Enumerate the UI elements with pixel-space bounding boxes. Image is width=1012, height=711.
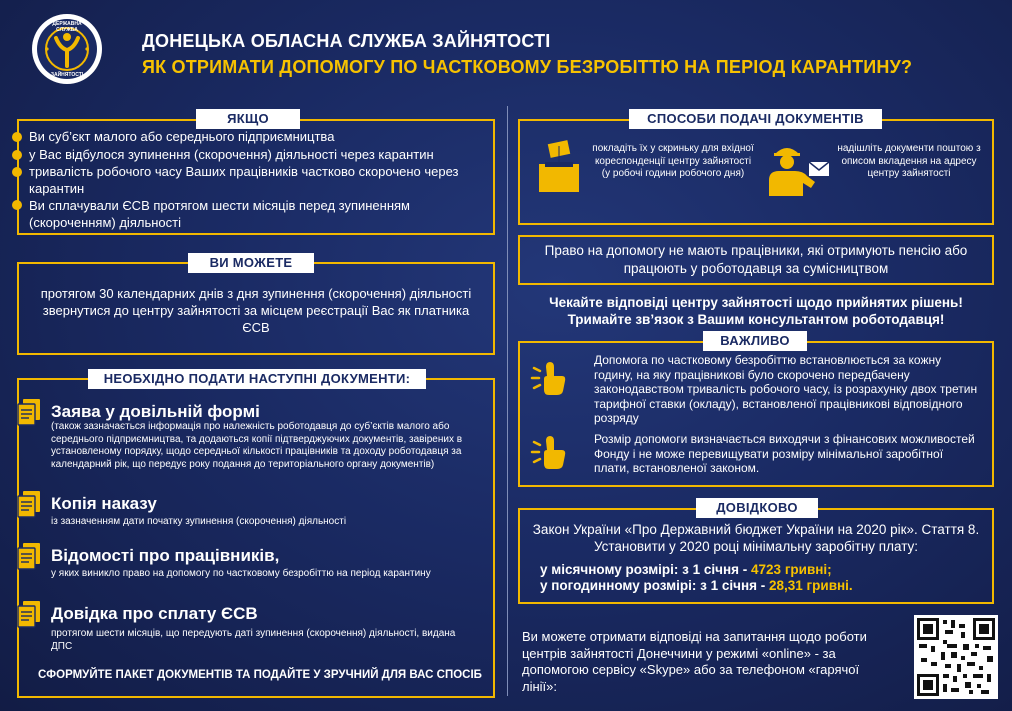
if-section-label: ЯКЩО bbox=[196, 109, 300, 129]
doc-title: Відомості про працівників, bbox=[51, 546, 280, 565]
documents-icon bbox=[16, 600, 42, 628]
org-name: ДОНЕЦЬКА ОБЛАСНА СЛУЖБА ЗАЙНЯТОСТІ bbox=[142, 31, 551, 51]
doc-title: Довідка про сплату ЄСВ bbox=[51, 604, 258, 623]
contact-text: Ви можете отримати відповіді на запитання щодо роботи центрів зайнятості Донеччини у режимі «online» - за допомогою сервісу «Skype» або за телефоном «гарячої лінії»: bbox=[522, 629, 867, 694]
courier-icon bbox=[765, 140, 833, 198]
bullet-icon bbox=[12, 167, 22, 177]
doc-desc: у яких виникло право на допомогу по частковому безробіттю на період карантину bbox=[51, 568, 431, 579]
bullet-icon bbox=[12, 150, 22, 160]
min-wage-hourly-label: у погодинному розмірі: з 1 січня - bbox=[540, 578, 769, 593]
can-text: протягом 30 календарних днів з дня зупинення (скорочення) діяльності звернутися до центру зайнятості за місцем реєстрації Вас як платника ЄСВ bbox=[40, 286, 472, 335]
min-wage-monthly-label: у місячному розмірі: з 1 січня - bbox=[540, 562, 752, 577]
submit-section-label: СПОСОБИ ПОДАЧІ ДОКУМЕНТІВ bbox=[629, 109, 882, 129]
if-item: Ви суб’єкт малого або середнього підприємництва bbox=[29, 129, 335, 144]
min-wage-monthly-value: 4723 гривні; bbox=[751, 562, 832, 577]
documents-icon bbox=[16, 398, 42, 426]
documents-icon bbox=[16, 542, 42, 570]
logo bbox=[30, 12, 104, 86]
callout-line: Тримайте зв’язок з Вашим консультантом роботодавця! bbox=[567, 312, 945, 327]
reference-section-label: ДОВІДКОВО bbox=[696, 498, 818, 518]
bullet-icon bbox=[12, 200, 22, 210]
min-wage-hourly-value: 28,31 гривні. bbox=[769, 578, 853, 593]
qr-code[interactable] bbox=[914, 615, 998, 699]
important-section-label: ВАЖЛИВО bbox=[703, 331, 807, 351]
docs-footer: СФОРМУЙТЕ ПАКЕТ ДОКУМЕНТІВ ТА ПОДАЙТЕ У ЗРУЧНИЙ ДЛЯ ВАС СПОСІБ bbox=[38, 669, 482, 681]
doc-title: Заява у довільній формі bbox=[51, 402, 260, 421]
bullet-icon bbox=[12, 132, 22, 142]
callout-line: Чекайте відповіді центру зайнятості щодо прийнятих рішень! bbox=[549, 295, 963, 310]
min-wage-monthly bbox=[540, 562, 832, 577]
doc-desc: (також зазначається інформація про належність роботодавця до суб’єктів малого або середнього підприємництва, та додаються копії підтверджуючих документів, завірених в установленому порядку, щодо середньої кількості працівників та доходу роботодавця за календарний рік, що передує року подання до територіального органу документів) bbox=[51, 421, 463, 470]
important-item: Розмір допомоги визначається виходячи з фінансових можливостей Фонду і не може перевищувати розміру мінімальної заробітної плати, встановленої законом. bbox=[594, 432, 975, 475]
mailbox-icon bbox=[537, 140, 581, 196]
submit-option-mail: надішліть документи поштою з описом вкладення на адресу центру зайнятості bbox=[837, 143, 981, 179]
doc-desc: із зазначенням дати початку зупинення (скорочення) діяльності bbox=[51, 516, 347, 527]
docs-section-label: НЕОБХІДНО ПОДАТИ НАСТУПНІ ДОКУМЕНТИ: bbox=[88, 369, 426, 389]
if-item: Ви сплачували ЄСВ протягом шести місяців перед зупиненням (скороченням) діяльності bbox=[29, 198, 410, 230]
center-divider bbox=[507, 106, 508, 696]
doc-desc: протягом шести місяців, що передують даті зупинення (скорочення) діяльності, видана ДПС bbox=[51, 628, 456, 652]
submit-option-box: покладіть їх у скриньку для вхідної кореспонденції центру зайнятості (у робочі години робочого дня) bbox=[592, 143, 754, 179]
if-item: тривалість робочого часу Ваших працівників частково скорочено через карантин bbox=[29, 164, 459, 196]
logo-text-top: ДЕРЖАВНА СЛУЖБА bbox=[52, 21, 82, 33]
note-text: Право на допомогу не мають працівники, які отримують пенсію або працюють у роботодавця за сумісництвом bbox=[544, 243, 968, 276]
attention-hand-icon bbox=[530, 358, 570, 398]
if-item: у Вас відбулося зупинення (скорочення) діяльності через карантин bbox=[29, 147, 434, 162]
min-wage-hourly bbox=[540, 578, 853, 593]
can-section-label: ВИ МОЖЕТЕ bbox=[188, 253, 314, 273]
important-item: Допомога по частковому безробіттю встановлюється за кожну годину, на яку працівникові було скорочено передбачену законодавством тривалість робочого часу, із розрахунку двох третин тарифної ставки (окладу), встановленої працівникові відповідного розряду bbox=[594, 353, 978, 425]
documents-icon bbox=[16, 490, 42, 518]
attention-hand-icon bbox=[530, 432, 570, 472]
page-title: ЯК ОТРИМАТИ ДОПОМОГУ ПО ЧАСТКОВОМУ БЕЗРОБІТТЮ НА ПЕРІОД КАРАНТИНУ? bbox=[142, 57, 913, 77]
doc-title: Копія наказу bbox=[51, 494, 157, 513]
logo-text-bottom: ЗАЙНЯТОСТІ bbox=[50, 72, 84, 78]
reference-text: Закон України «Про Державний бюджет України на 2020 рік». Стаття 8. Установити у 2020 році мінімальну заробітну плату: bbox=[532, 522, 980, 554]
